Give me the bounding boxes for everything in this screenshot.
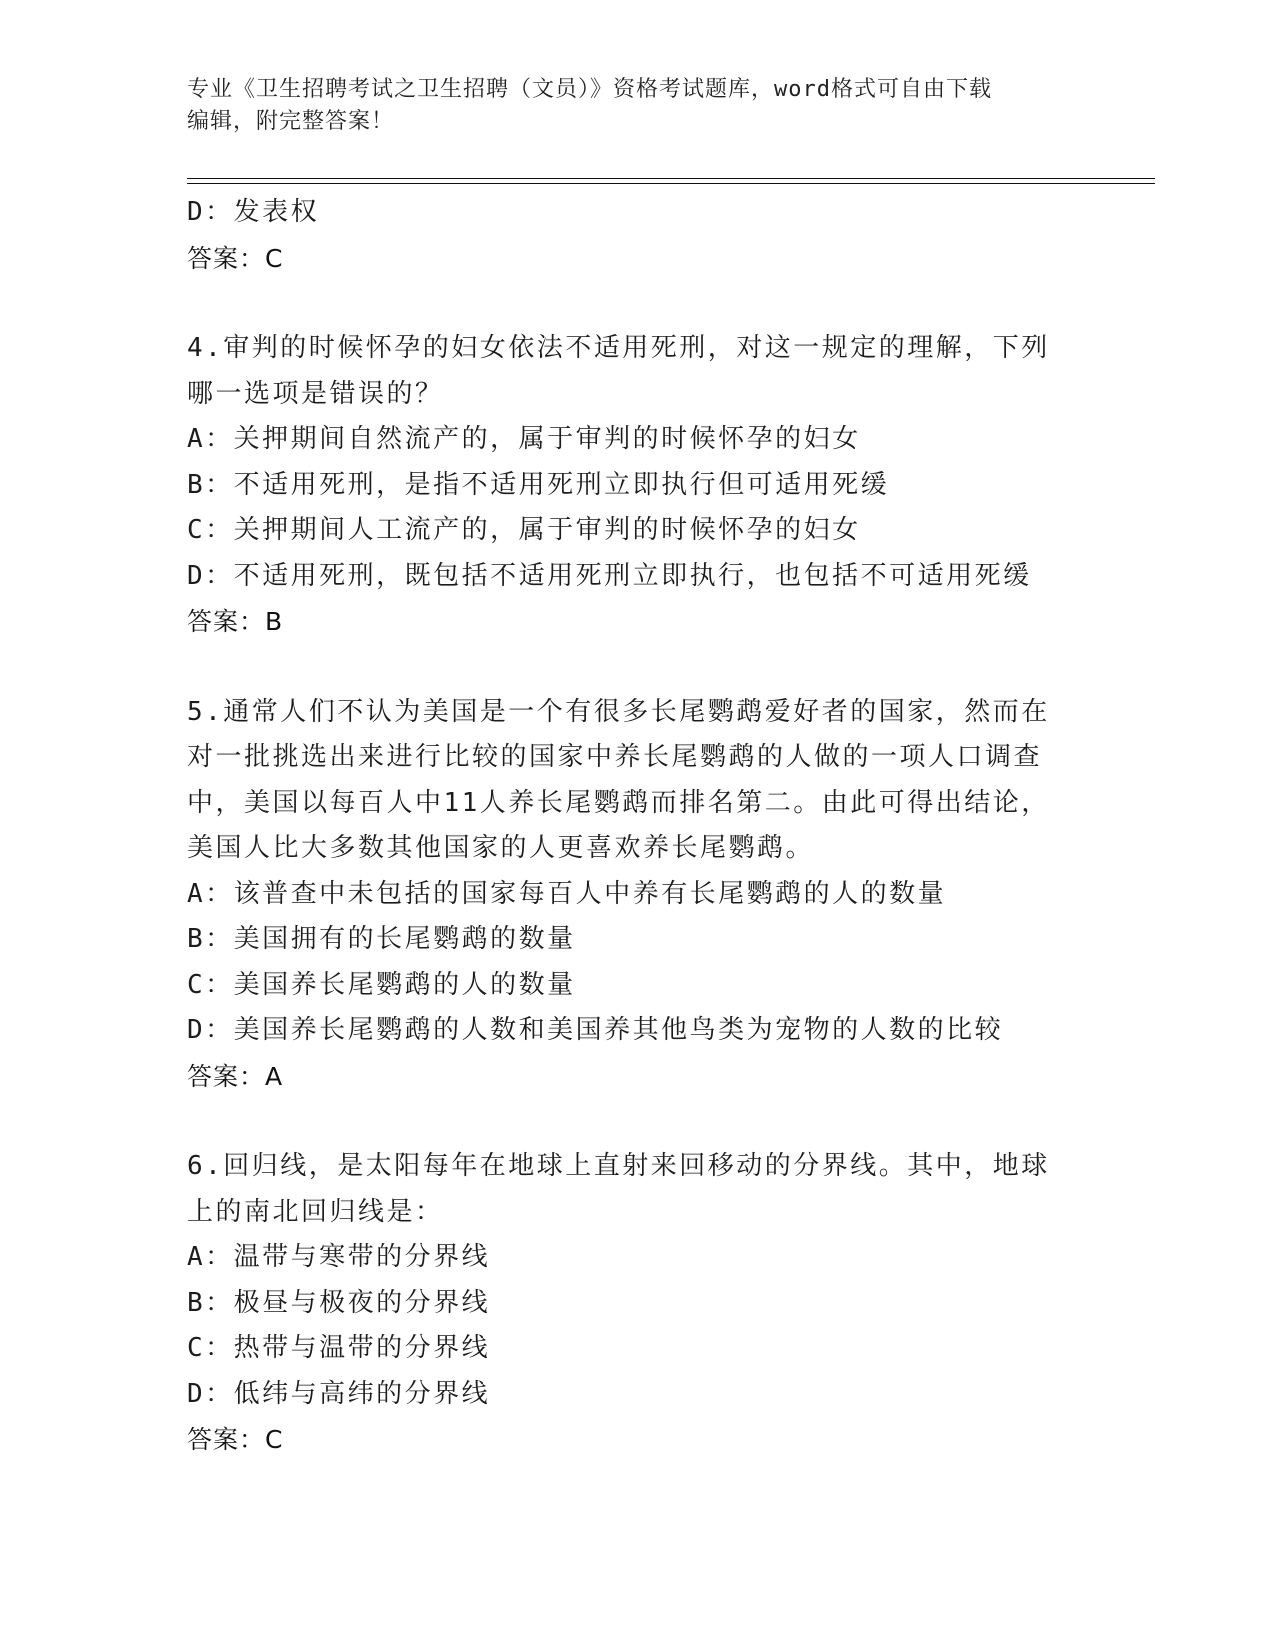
question-4-answer: 答案：B [187,607,284,636]
question-4-option-c: C：关押期间人工流产的，属于审判的时候怀孕的妇女 [187,515,861,545]
spacer [187,1099,1067,1144]
question-6-option-d: D：低纬与高纬的分界线 [187,1378,491,1409]
prev-question-option-d: D：发表权 [187,197,320,227]
question-block-5 [187,690,1067,1100]
question-5-option-b: B：美国拥有的长尾鹦鹉的数量 [187,924,576,954]
question-5-text-line: 对一批挑选出来进行比较的国家中养长尾鹦鹉的人做的一项人口调查 [187,742,1043,772]
header-rule-top [187,178,1155,179]
question-6-text-line: 6.回归线，是太阳每年在地球上直射来回移动的分界线。其中，地球 [187,1151,1050,1181]
header-line-2: 编辑，附完整答案！ [187,109,395,134]
question-6-option-a: A：温带与寒带的分界线 [187,1242,491,1272]
question-block-6 [187,1144,1067,1463]
question-5-option-d: D：美国养长尾鹦鹉的人数和美国养其他鸟类为宠物的人数的比较 [187,1015,1004,1045]
question-4-option-d: D：不适用死刑，既包括不适用死刑立即执行，也包括不可适用死缓 [187,560,1032,591]
spacer [187,281,1067,326]
question-4-option-a: A：关押期间自然流产的，属于审判的时候怀孕的妇女 [187,424,861,454]
question-5-text-line: 美国人比大多数其他国家的人更喜欢养长尾鹦鹉。 [187,833,815,863]
header-rule-bottom [187,183,1155,184]
question-4-text-line: 4.审判的时候怀孕的妇女依法不适用死刑，对这一规定的理解，下列 [187,333,1050,363]
question-5-text-line: 中，美国以每百人中11人养长尾鹦鹉而排名第二。由此可得出结论， [187,787,1050,818]
header-line-1: 专业《卫生招聘考试之卫生招聘（文员）》资格考试题库，word格式可自由下载 [187,77,992,102]
question-5-text-line: 5.通常人们不认为美国是一个有很多长尾鹦鹉爱好者的国家，然而在 [187,696,1050,727]
document-header [187,74,1087,138]
question-4-text-line: 哪一选项是错误的？ [187,378,444,409]
question-5-answer: 答案：A [187,1061,284,1091]
document-body [187,190,1067,1463]
spacer [187,645,1067,690]
question-block-4 [187,326,1067,645]
question-6-answer: 答案：C [187,1425,284,1454]
question-6-option-b: B：极昼与极夜的分界线 [187,1287,491,1318]
question-5-option-a: A：该普查中未包括的国家每百人中养有长尾鹦鹉的人的数量 [187,878,947,909]
prev-question-answer: 答案：C [187,243,284,273]
question-6-option-c: C：热带与温带的分界线 [187,1333,491,1363]
question-5-option-c: C：美国养长尾鹦鹉的人的数量 [187,969,576,1000]
question-6-text-line: 上的南北回归线是： [187,1196,444,1227]
question-4-option-b: B：不适用死刑，是指不适用死刑立即执行但可适用死缓 [187,469,890,500]
